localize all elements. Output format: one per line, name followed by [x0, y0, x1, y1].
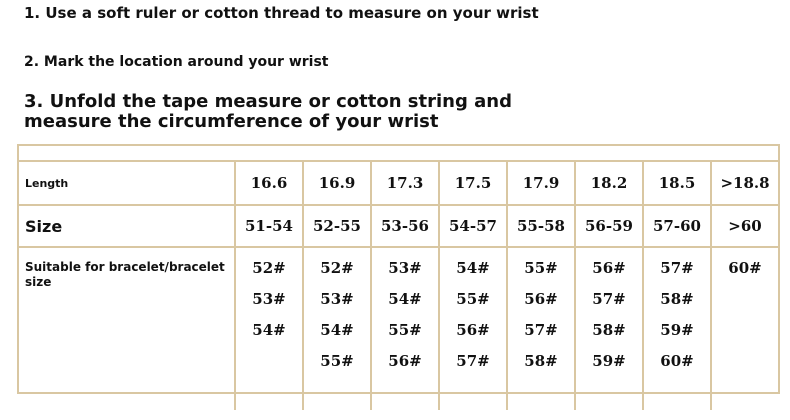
bracelet-size: 58#: [592, 321, 626, 339]
size-cell: 57-60: [643, 205, 711, 247]
bracelet-size: 59#: [660, 321, 694, 339]
suitable-row: [19, 247, 778, 410]
suitable-cell: [303, 247, 371, 410]
length-cell: 18.2: [575, 162, 643, 205]
bracelet-size: 55#: [524, 259, 558, 277]
bracelet-size: 60#: [660, 352, 694, 370]
length-cell: 17.5: [439, 162, 507, 205]
instruction-step-3: 3. Unfold the tape measure or cotton string and measure the circumference of your wrist: [24, 91, 512, 132]
instruction-step-1: 1. Use a soft ruler or cotton thread to measure on your wrist: [24, 4, 539, 22]
suitable-cell: [643, 247, 711, 410]
bracelet-size: 57#: [524, 321, 558, 339]
suitable-cell: [711, 247, 778, 410]
size-cell: 55-58: [507, 205, 575, 247]
length-cell: 16.9: [303, 162, 371, 205]
bracelet-size: 60#: [728, 259, 762, 277]
size-row: [19, 205, 778, 247]
bracelet-size: 57#: [660, 259, 694, 277]
suitable-cell: [439, 247, 507, 410]
size-cell: 54-57: [439, 205, 507, 247]
size-cell: 53-56: [371, 205, 439, 247]
size-cell: 51-54: [235, 205, 303, 247]
bracelet-size: 56#: [592, 259, 626, 277]
bracelet-size: 53#: [320, 290, 354, 308]
bracelet-size: 54#: [252, 321, 286, 339]
bracelet-size: 54#: [388, 290, 422, 308]
bracelet-size: 54#: [456, 259, 490, 277]
bracelet-size: 54#: [320, 321, 354, 339]
bracelet-size: 55#: [456, 290, 490, 308]
bracelet-size: 53#: [252, 290, 286, 308]
length-cell: 17.9: [507, 162, 575, 205]
bracelet-size: 57#: [456, 352, 490, 370]
length-label: Length: [19, 162, 235, 205]
suitable-label: Suitable for bracelet/bracelet size: [19, 247, 235, 410]
length-cell: 18.5: [643, 162, 711, 205]
bracelet-size: 53#: [388, 259, 422, 277]
bracelet-size: 56#: [388, 352, 422, 370]
bracelet-size: 52#: [252, 259, 286, 277]
size-cell: 56-59: [575, 205, 643, 247]
instruction-step-2: 2. Mark the location around your wrist: [24, 54, 329, 70]
size-cell: 52-55: [303, 205, 371, 247]
bracelet-size: 58#: [660, 290, 694, 308]
bracelet-size: 55#: [320, 352, 354, 370]
bracelet-size: 57#: [592, 290, 626, 308]
length-cell: 16.6: [235, 162, 303, 205]
bracelet-size: 56#: [456, 321, 490, 339]
size-cell: >60: [711, 205, 778, 247]
suitable-cell: [235, 247, 303, 410]
length-row: [19, 162, 778, 205]
size-chart: [17, 144, 780, 394]
bracelet-size: 56#: [524, 290, 558, 308]
size-table: [19, 162, 778, 410]
bracelet-size: 55#: [388, 321, 422, 339]
suitable-cell: [575, 247, 643, 410]
length-cell: >18.8: [711, 162, 778, 205]
suitable-cell: [507, 247, 575, 410]
size-label: Size: [19, 205, 235, 247]
bracelet-size: 52#: [320, 259, 354, 277]
bracelet-size: 59#: [592, 352, 626, 370]
chart-header-band: [19, 146, 778, 162]
suitable-cell: [371, 247, 439, 410]
length-cell: 17.3: [371, 162, 439, 205]
bracelet-size: 58#: [524, 352, 558, 370]
